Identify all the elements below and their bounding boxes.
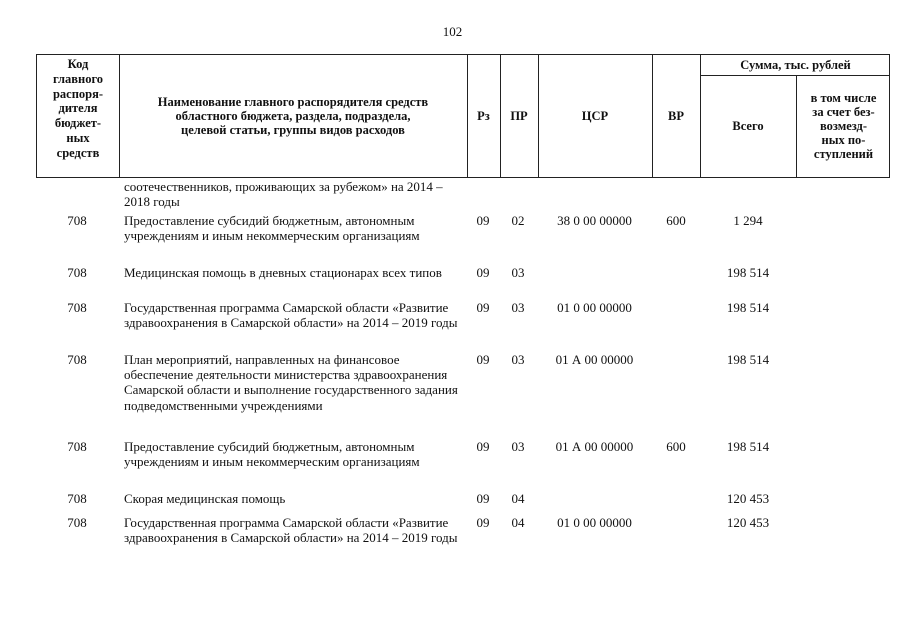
cell-code: 708: [67, 265, 87, 280]
cell-code: 708: [67, 213, 87, 228]
cell-total: 120 453: [726, 515, 770, 530]
cell-total: 198 514: [726, 265, 770, 280]
cell-vr: 600: [666, 439, 686, 454]
cell-name: Предоставление субсидий бюджетным, автономным учреждениям и иным некоммерческим организациям: [124, 213, 420, 244]
cell-csr: 01 А 00 00000: [555, 439, 634, 454]
header-csr: ЦСР: [581, 109, 609, 123]
cell-total: 198 514: [726, 439, 770, 454]
cell-pr: 03: [511, 439, 525, 454]
cell-rz: 09: [476, 213, 490, 228]
cell-name: Предоставление субсидий бюджетным, автономным учреждениям и иным некоммерческим организациям: [124, 439, 420, 470]
header-sum: Сумма, тыс. рублей: [740, 58, 851, 72]
cell-rz: 09: [476, 439, 490, 454]
cell-total: 1 294: [733, 213, 763, 228]
cell-name: План мероприятий, направленных на финансовое обеспечение деятельности министерства здравоохранения Самарской области и выполнение государственного задания подведомственными учреждениями: [124, 352, 458, 413]
cell-code: 708: [67, 300, 87, 315]
header-pr: ПР: [510, 109, 528, 123]
header-free: в том числе за счет без- возмезд- ных по- ступлений: [810, 91, 877, 161]
cell-rz: 09: [476, 515, 490, 530]
cell-code: 708: [67, 515, 87, 530]
cell-name: Государственная программа Самарской области «Развитие здравоохранения в Самарской области» на 2014 – 2019 годы: [124, 300, 458, 331]
cell-csr: 38 0 00 00000: [557, 213, 632, 228]
cell-rz: 09: [476, 352, 490, 367]
cell-code: 708: [67, 439, 87, 454]
cell-name: Скорая медицинская помощь: [124, 491, 286, 506]
header-total: Всего: [732, 119, 764, 133]
cell-name: Государственная программа Самарской области «Развитие здравоохранения в Самарской области» на 2014 – 2019 годы: [124, 515, 458, 546]
header-name: Наименование главного распорядителя средств областного бюджета, раздела, подраздела, целевой статьи, группы видов расходов: [157, 95, 429, 137]
cell-total: 198 514: [726, 352, 770, 367]
cell-pr: 03: [511, 352, 525, 367]
cell-pr: 04: [511, 491, 525, 506]
cell-csr: 01 0 00 00000: [557, 515, 632, 530]
cell-rz: 09: [476, 265, 490, 280]
header-vr: ВР: [668, 109, 684, 123]
cell-pr: 04: [511, 515, 525, 530]
cell-pr: 03: [511, 300, 525, 315]
cell-name: Медицинская помощь в дневных стационарах всех типов: [124, 265, 442, 280]
header-code: Код главного распоря- дителя бюджет- ных средств: [52, 57, 104, 160]
cell-csr: 01 А 00 00000: [555, 352, 634, 367]
cell-code: 708: [67, 352, 87, 367]
cell-csr: 01 0 00 00000: [557, 300, 632, 315]
cell-total: 198 514: [726, 300, 770, 315]
cell-vr: 600: [666, 213, 686, 228]
table-header: [36, 54, 890, 178]
cell-name: соотечественников, проживающих за рубежом» на 2014 – 2018 годы: [124, 179, 443, 210]
cell-total: 120 453: [726, 491, 770, 506]
cell-pr: 02: [511, 213, 525, 228]
page-number: 102: [442, 24, 463, 39]
cell-rz: 09: [476, 491, 490, 506]
cell-rz: 09: [476, 300, 490, 315]
header-rz: Рз: [477, 109, 490, 123]
cell-code: 708: [67, 491, 87, 506]
cell-pr: 03: [511, 265, 525, 280]
